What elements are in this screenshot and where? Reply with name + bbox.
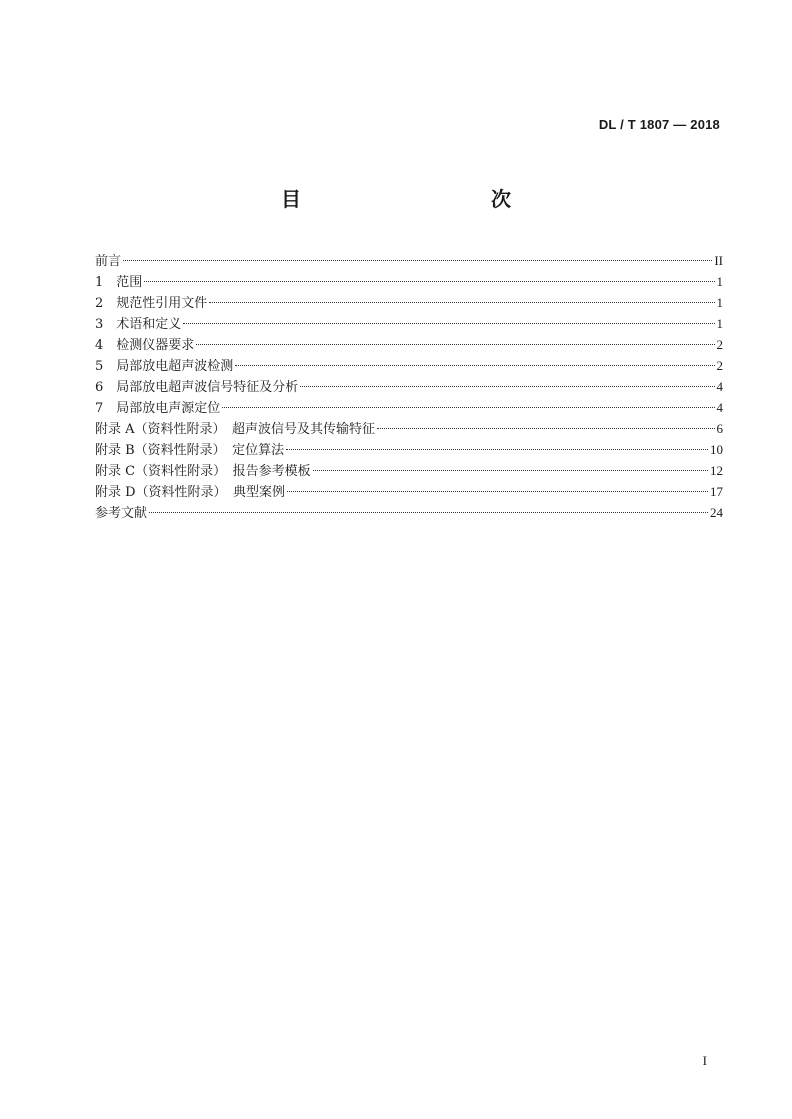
toc-leader-dots [313, 470, 708, 471]
toc-entry-page: 2 [716, 337, 723, 352]
toc-entry-scope[interactable] [95, 271, 723, 292]
page-number: I [702, 1053, 707, 1068]
toc-leader-dots [222, 407, 714, 408]
toc-entry-page: 24 [710, 505, 723, 520]
toc-entry-page: 4 [716, 400, 723, 415]
toc-entry-page: 17 [710, 484, 723, 499]
toc-entry-page: 10 [710, 442, 723, 457]
table-of-contents [95, 250, 723, 523]
toc-leader-dots [209, 302, 714, 303]
standard-code: DL / T 1807 — 2018 [598, 117, 720, 132]
toc-entry-label: 1 范围 [95, 275, 143, 290]
toc-leader-dots [300, 386, 714, 387]
toc-entry-ultrasonic-detection[interactable] [95, 355, 723, 376]
toc-entry-page: 1 [716, 316, 723, 331]
toc-entry-page: 1 [716, 274, 723, 289]
toc-entry-label: 附录 C（资料性附录） 报告参考模板 [95, 464, 311, 479]
toc-entry-page: II [714, 253, 723, 268]
toc-entry-signal-analysis[interactable] [95, 376, 723, 397]
toc-entry-page: 6 [716, 421, 723, 436]
toc-entry-appendix-b[interactable] [95, 439, 723, 460]
toc-entry-label: 附录 A（资料性附录） 超声波信号及其传输特征 [95, 422, 376, 437]
toc-entry-instrument-requirements[interactable] [95, 334, 723, 355]
toc-entry-source-location[interactable] [95, 397, 723, 418]
toc-entry-label: 4 检测仪器要求 [95, 338, 195, 353]
toc-entry-terms[interactable] [95, 313, 723, 334]
toc-leader-dots [149, 512, 708, 513]
page-title: 目 次 [281, 187, 561, 211]
toc-entry-appendix-c[interactable] [95, 460, 723, 481]
toc-entry-label: 附录 B（资料性附录） 定位算法 [95, 443, 285, 458]
toc-entry-page: 1 [716, 295, 723, 310]
toc-entry-label: 6 局部放电超声波信号特征及分析 [95, 380, 299, 395]
toc-entry-bibliography[interactable] [95, 502, 723, 523]
toc-entry-foreword[interactable] [95, 250, 723, 271]
toc-entry-normative-references[interactable] [95, 292, 723, 313]
toc-leader-dots [235, 365, 714, 366]
toc-entry-label: 7 局部放电声源定位 [95, 401, 221, 416]
toc-entry-label: 5 局部放电超声波检测 [95, 359, 234, 374]
toc-leader-dots [377, 428, 714, 429]
toc-entry-appendix-a[interactable] [95, 418, 723, 439]
toc-entry-label: 前言 [95, 254, 122, 269]
toc-entry-label: 3 术语和定义 [95, 317, 182, 332]
toc-entry-label: 附录 D（资料性附录） 典型案例 [95, 485, 286, 500]
toc-entry-page: 2 [716, 358, 723, 373]
toc-leader-dots [287, 491, 708, 492]
toc-entry-appendix-d[interactable] [95, 481, 723, 502]
toc-entry-label: 2 规范性引用文件 [95, 296, 208, 311]
toc-leader-dots [196, 344, 714, 345]
toc-leader-dots [286, 449, 708, 450]
toc-leader-dots [144, 281, 714, 282]
toc-entry-page: 4 [716, 379, 723, 394]
toc-leader-dots [183, 323, 714, 324]
toc-entry-page: 12 [710, 463, 723, 478]
toc-leader-dots [123, 260, 712, 261]
toc-entry-label: 参考文献 [95, 506, 148, 521]
